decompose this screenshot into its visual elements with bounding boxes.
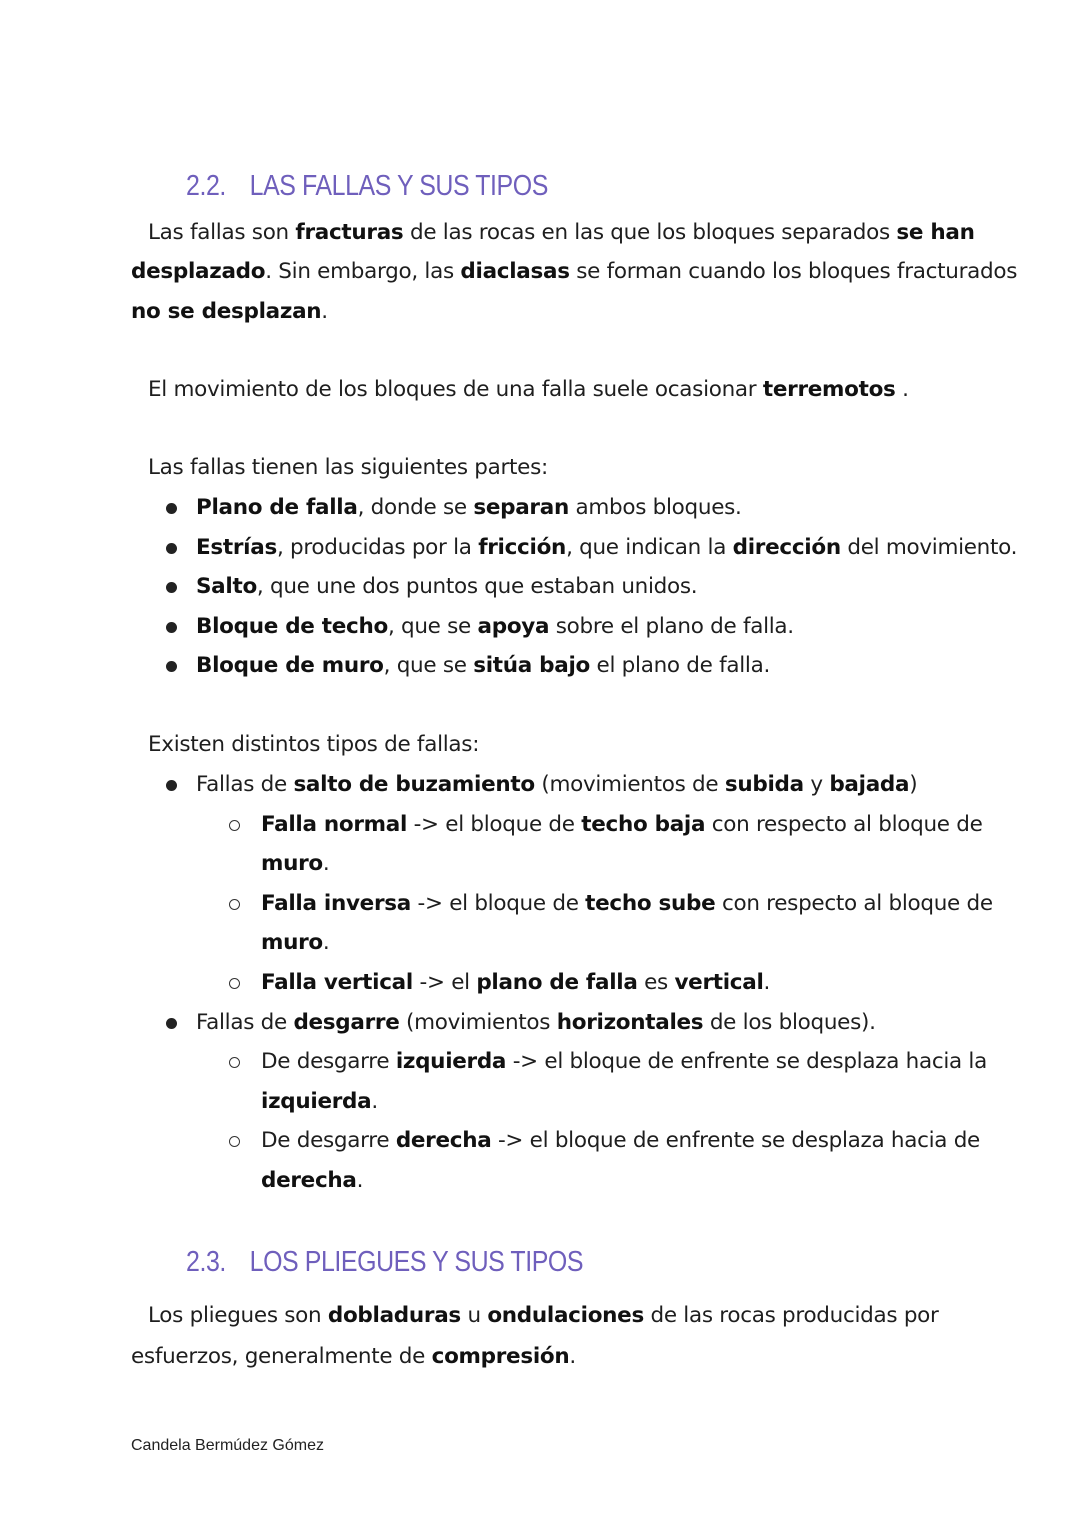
list-item-muro <box>196 646 770 686</box>
circle-bullet-icon <box>229 978 240 989</box>
bold-term: salto de buzamiento <box>293 772 535 797</box>
text: , donde se <box>357 495 474 520</box>
bold-term: muro <box>261 930 323 955</box>
circle-bullet-icon <box>229 1057 240 1068</box>
text: Fallas de <box>196 772 294 797</box>
text: (movimientos de <box>534 772 725 797</box>
sublist-item-inverse-cont <box>261 923 329 963</box>
types-intro <box>148 725 479 765</box>
text: se forman cuando los bloques fracturados <box>569 259 1018 284</box>
bullet-icon <box>166 503 177 514</box>
sublist-item-normal <box>261 805 983 845</box>
text: de las rocas producidas por <box>643 1303 939 1328</box>
bold-term: sitúa bajo <box>473 653 591 678</box>
bold-term: horizontales <box>556 1010 704 1035</box>
text: . Sin embargo, las <box>265 259 461 284</box>
text: , que indican la <box>566 535 733 560</box>
sublist-item-normal-cont <box>261 844 329 884</box>
list-item-plano <box>196 488 742 528</box>
text: -> el bloque de enfrente se desplaza hacia de <box>491 1128 980 1153</box>
bold-term: compresión <box>431 1344 570 1369</box>
text: con respecto al bloque de <box>705 812 983 837</box>
bold-term: Bloque de techo <box>196 614 388 639</box>
text: esfuerzos, generalmente de <box>131 1344 432 1369</box>
text: . <box>321 299 328 324</box>
text: . <box>763 970 771 995</box>
text: . <box>356 1168 364 1193</box>
bold-term: desgarre <box>293 1010 400 1035</box>
parts-intro <box>148 448 548 488</box>
section-title: LOS PLIEGUES Y SUS TIPOS <box>249 1246 584 1278</box>
list-item-techo <box>196 607 794 647</box>
movement-paragraph <box>148 370 909 410</box>
text: -> el <box>412 970 477 995</box>
list-item-dip-slip <box>196 765 917 805</box>
text: De desgarre <box>261 1128 396 1153</box>
bold-term: muro <box>261 851 323 876</box>
text: el plano de falla. <box>590 653 771 678</box>
bold-term: Plano de falla <box>196 495 358 520</box>
bold-term: terremotos <box>762 377 896 402</box>
bold-term: derecha <box>395 1128 492 1153</box>
sublist-item-right <box>261 1121 980 1161</box>
sublist-item-inverse <box>261 884 993 924</box>
text: del movimiento. <box>840 535 1018 560</box>
text: (movimientos <box>399 1010 557 1035</box>
bold-term: vertical <box>674 970 764 995</box>
intro-line-3 <box>131 292 328 332</box>
bold-term: desplazado <box>131 259 266 284</box>
intro-line-1 <box>148 213 975 253</box>
text: -> el bloque de <box>407 812 582 837</box>
text: Las fallas son <box>148 220 296 245</box>
bold-term: izquierda <box>261 1089 372 1114</box>
bullet-icon <box>166 582 177 593</box>
bold-term: Falla inversa <box>261 891 411 916</box>
text: . <box>895 377 909 402</box>
text: ambos bloques. <box>568 495 742 520</box>
bold-term: se han <box>896 220 975 245</box>
bullet-icon <box>166 1018 177 1029</box>
text: de las rocas en las que los bloques separados <box>403 220 897 245</box>
bold-term: Salto <box>196 574 257 599</box>
text: . <box>371 1089 378 1114</box>
list-item-estrias <box>196 528 1017 568</box>
list-item-strike-slip <box>196 1003 876 1043</box>
text: Existen distintos tipos de fallas: <box>148 732 480 757</box>
bold-term: fracturas <box>295 220 404 245</box>
bold-term: separan <box>473 495 569 520</box>
bold-term: plano de falla <box>476 970 638 995</box>
bold-term: dobladuras <box>327 1303 461 1328</box>
bold-term: bajada <box>829 772 910 797</box>
footer-author: Candela Bermúdez Gómez <box>131 1437 324 1454</box>
intro-line-2 <box>131 252 1017 292</box>
sublist-item-vertical <box>261 963 770 1003</box>
text: -> el bloque de enfrente se desplaza hacia la <box>506 1049 987 1074</box>
bullet-icon <box>166 780 177 791</box>
bold-term: ondulaciones <box>487 1303 644 1328</box>
bullet-icon <box>166 622 177 633</box>
circle-bullet-icon <box>229 899 240 910</box>
section-heading-2-2 <box>186 170 548 203</box>
bold-term: Falla normal <box>261 812 408 837</box>
bold-term: fricción <box>478 535 567 560</box>
text: ) <box>909 772 918 797</box>
bold-term: diaclasas <box>460 259 570 284</box>
text: Las fallas tienen las siguientes partes: <box>148 455 548 480</box>
text: y <box>803 772 830 797</box>
text: u <box>460 1303 488 1328</box>
bold-term: techo sube <box>585 891 716 916</box>
text: . <box>322 930 330 955</box>
folds-line-2 <box>131 1337 576 1377</box>
section-title: LAS FALLAS Y SUS TIPOS <box>249 170 548 202</box>
text: El movimiento de los bloques de una falla suele ocasionar <box>148 377 763 402</box>
sublist-item-left-cont <box>261 1082 378 1122</box>
bold-term: dirección <box>732 535 841 560</box>
circle-bullet-icon <box>229 1136 240 1147</box>
sublist-item-left <box>261 1042 987 1082</box>
text: Fallas de <box>196 1010 294 1035</box>
bold-term: no se desplazan <box>131 299 322 324</box>
section-number: 2.3. <box>186 1246 226 1278</box>
bold-term: Estrías <box>196 535 277 560</box>
text: De desgarre <box>261 1049 396 1074</box>
text: , que se <box>383 653 474 678</box>
bold-term: subida <box>724 772 804 797</box>
bold-term: apoya <box>477 614 550 639</box>
list-item-salto <box>196 567 697 607</box>
folds-line-1 <box>148 1296 939 1336</box>
bold-term: Falla vertical <box>261 970 413 995</box>
circle-bullet-icon <box>229 820 240 831</box>
text: , que se <box>387 614 478 639</box>
bold-term: Bloque de muro <box>196 653 384 678</box>
bold-term: techo baja <box>581 812 706 837</box>
text: . <box>569 1344 576 1369</box>
bold-term: derecha <box>261 1168 357 1193</box>
text: es <box>637 970 675 995</box>
text: sobre el plano de falla. <box>549 614 794 639</box>
bullet-icon <box>166 661 177 672</box>
text: -> el bloque de <box>410 891 586 916</box>
text: . <box>322 851 330 876</box>
sublist-item-right-cont <box>261 1161 363 1201</box>
text: con respecto al bloque de <box>715 891 993 916</box>
text: Los pliegues son <box>148 1303 328 1328</box>
section-number: 2.2. <box>186 170 226 202</box>
text: , producidas por la <box>276 535 479 560</box>
section-heading-2-3 <box>186 1246 583 1279</box>
bold-term: izquierda <box>395 1049 507 1074</box>
text: de los bloques). <box>703 1010 876 1035</box>
bullet-icon <box>166 543 177 554</box>
text: , que une dos puntos que estaban unidos. <box>256 574 698 599</box>
